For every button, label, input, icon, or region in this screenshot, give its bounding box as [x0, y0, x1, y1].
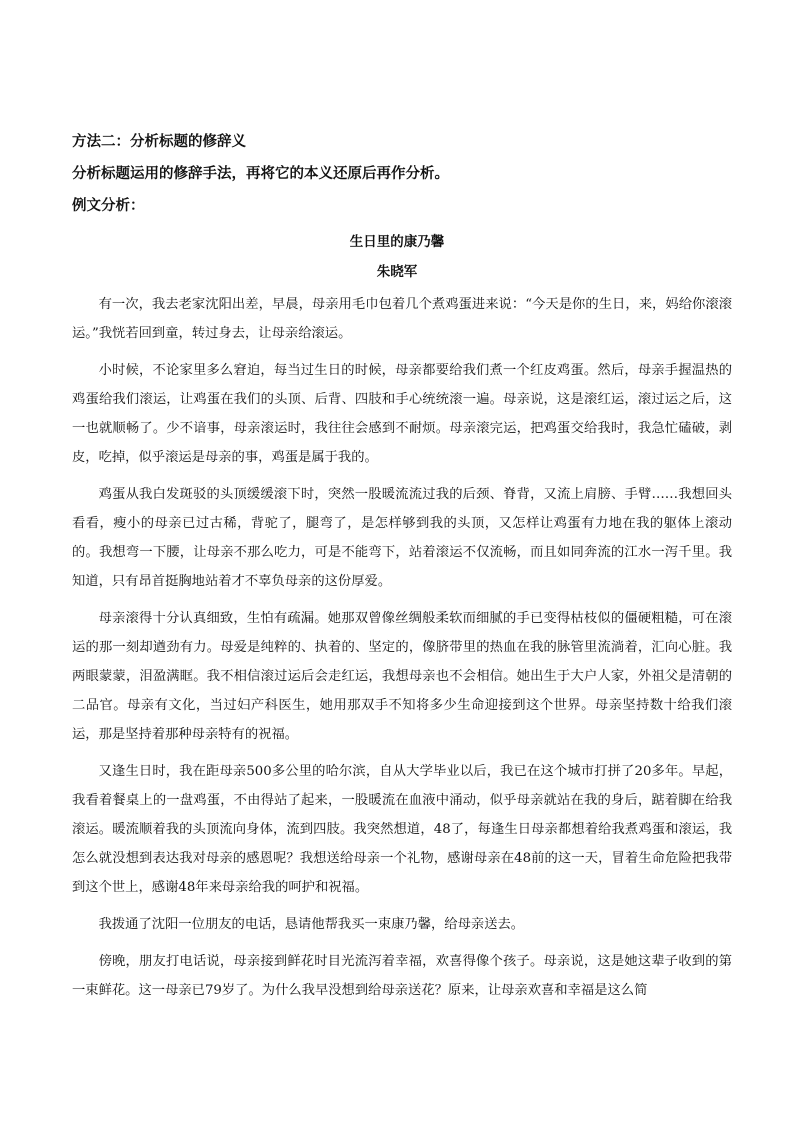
paragraph: 我拨通了沈阳一位朋友的电话，恳请他帮我买一束康乃馨，给母亲送去。 — [98, 917, 525, 932]
example-label: 例文分析： — [72, 198, 145, 214]
paragraph: 傍晚，朋友打电话说，母亲接到鲜花时目光流泻着幸福，欢喜得像个孩子。母亲说，这是她这辈子收到的第一束鲜花。这一母亲已79岁了。为什么我早没想到给母亲送花？原来，让母亲欢喜和幸福是这么简 — [72, 954, 732, 998]
paragraph: 有一次，我去老家沈阳出差，早晨，母亲用毛巾包着几个煮鸡蛋进来说：“今天是你的生日，来，妈给你滚滚运。”我恍若回到童，转过身去，让母亲给滚运。 — [72, 297, 732, 341]
method-description: 分析标题运用的修辞手法，再将它的本义还原后再作分析。 — [72, 166, 449, 182]
paragraph: 小时候，不论家里多么窘迫，每当过生日的时候，母亲都要给我们煮一个红皮鸡蛋。然后，母亲手握温热的鸡蛋给我们滚运，让鸡蛋在我们的头顶、后背、四肢和手心统统滚一遍。母亲说，这是滚红运，滚过运之后，这一也就顺畅了。少不谙事，母亲滚运时，我往往会感到不耐烦。母亲滚完运，把鸡蛋交给我时，我急忙磕破，剥皮，吃掉，似乎滚运是母亲的事，鸡蛋是属于我的。 — [72, 363, 732, 465]
article-body — [72, 290, 732, 1013]
paragraph: 鸡蛋从我白发斑驳的头顶缓缓滚下时，突然一股暖流流过我的后颈、脊背，又流上肩膀、手臂……我想回头看看，瘦小的母亲已过古稀，背驼了，腿弯了，是怎样够到我的头顶，又怎样让鸡蛋有力地在我的躯体上滚动的。我想弯一下腰，让母亲不那么吃力，可是不能弯下，站着滚运不仅流畅，而且如同奔流的江水一泻千里。我知道，只有昂首挺胸地站着才不辜负母亲的这份厚爱。 — [72, 487, 732, 589]
article-title: 生日里的康乃馨 — [349, 234, 445, 250]
paragraph: 母亲滚得十分认真细致，生怕有疏漏。她那双曾像丝绸般柔软而细腻的手已变得枯枝似的僵硬粗糙，可在滚运的那一刻却遒劲有力。母爱是纯粹的、执着的、坚定的，像脐带里的热血在我的脉管里流淌着，汇向心脏。我两眼蒙蒙，泪盈满眶。我不相信滚过运后会走红运，我想母亲也不会相信。她出生于大户人家，外祖父是清朝的二品官。母亲有文化，当过妇产科医生，她用那双手不知将多少生命迎接到这个世界。母亲坚持数十给我们滚运，那是坚持着那种母亲特有的祝福。 — [72, 611, 732, 742]
article-author: 朱晓军 — [376, 264, 418, 280]
paragraph: 又逢生日时，我在距母亲500多公里的哈尔滨，自从大学毕业以后，我已在这个城市打拼了20多年。早起，我看着餐桌上的一盘鸡蛋，不由得站了起来，一股暖流在血液中涌动，似乎母亲就站在我的身后，踮着脚在给我滚运。暖流顺着我的头顶流向身体，流到四肢。我突然想道，48了，每逢生日母亲都想着给我煮鸡蛋和滚运，我怎么就没想到表达我对母亲的感恩呢？我想送给母亲一个礼物，感谢母亲在48前的这一天，冒着生命危险把我带到这个世上，感谢48年来母亲给我的呵护和祝福。 — [72, 764, 732, 895]
method-heading: 方法二：分析标题的修辞义 — [72, 134, 246, 150]
